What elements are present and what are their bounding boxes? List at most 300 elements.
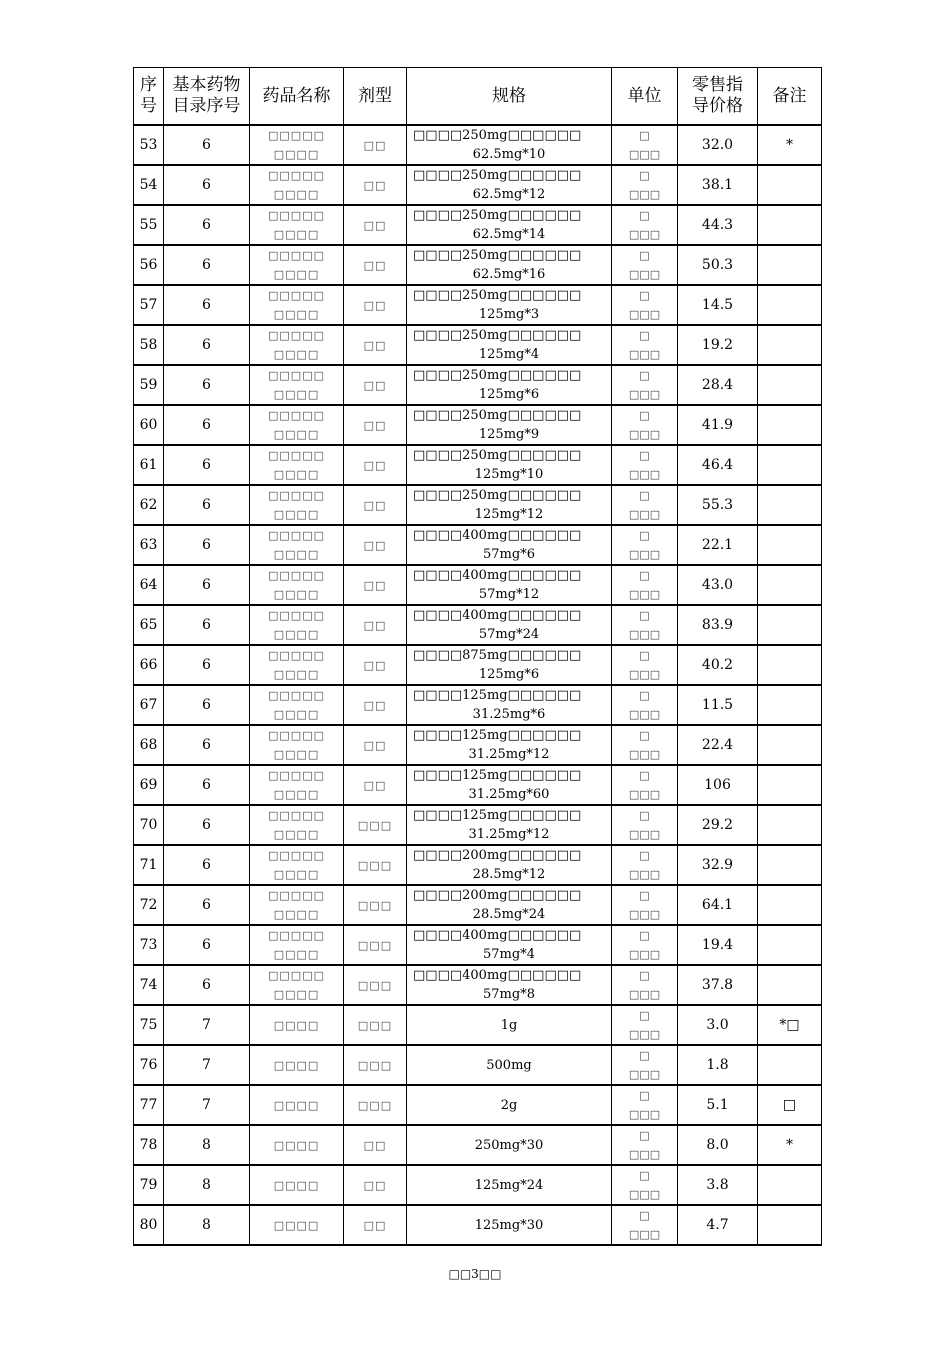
drug-name-line1: □□□□	[273, 1058, 320, 1072]
table-row	[134, 325, 822, 365]
drug-name-line1: □□□□□	[268, 449, 325, 462]
cell-dosage-form: □□	[344, 125, 407, 165]
cell-retail-price: 8.0	[678, 1125, 758, 1165]
cell-note	[758, 565, 822, 605]
spec-line2: 57mg*4	[483, 947, 535, 962]
cell-retail-price: 40.2	[678, 645, 758, 685]
cell-catalog-seq: 7	[164, 1045, 250, 1085]
cell-unit	[612, 685, 678, 725]
cell-note	[758, 165, 822, 205]
cell-dosage-form: □□	[344, 605, 407, 645]
cell-unit	[612, 205, 678, 245]
cell-note	[758, 365, 822, 405]
spec-line2: 62.5mg*14	[472, 227, 546, 242]
spec-line1: □□□□125mg□□□□□□	[413, 768, 582, 783]
cell-drug-name	[250, 325, 344, 365]
unit-line2: □□□	[628, 508, 661, 521]
drug-name-line2: □□□□	[273, 468, 320, 481]
cell-retail-price: 3.0	[678, 1005, 758, 1045]
cell-note	[758, 205, 822, 245]
table-row	[134, 365, 822, 405]
drug-name-line1: □□□□	[273, 1018, 320, 1032]
cell-seq: 53	[134, 125, 164, 165]
cell-drug-name	[250, 205, 344, 245]
cell-unit	[612, 525, 678, 565]
drug-name-line2: □□□□	[273, 148, 320, 161]
spec-line1: □□□□250mg□□□□□□	[413, 408, 582, 423]
cell-catalog-seq: 6	[164, 205, 250, 245]
cell-retail-price: 83.9	[678, 605, 758, 645]
cell-retail-price: 19.4	[678, 925, 758, 965]
unit-line1: □	[639, 689, 650, 702]
cell-seq: 71	[134, 845, 164, 885]
cell-drug-name	[250, 165, 344, 205]
cell-spec	[407, 525, 612, 565]
unit-line2: □□□	[628, 708, 661, 721]
table-row	[134, 445, 822, 485]
header-dosage-form	[344, 68, 407, 126]
spec-line1: □□□□250mg□□□□□□	[413, 168, 582, 183]
cell-note: *	[758, 125, 822, 165]
spec-line1: □□□□250mg□□□□□□	[413, 208, 582, 223]
spec-line2: 125mg*6	[478, 667, 540, 682]
spec-line2: 31.25mg*12	[468, 747, 550, 762]
cell-catalog-seq: 6	[164, 685, 250, 725]
cell-seq: 68	[134, 725, 164, 765]
spec-line1: □□□□250mg□□□□□□	[413, 488, 582, 503]
cell-dosage-form: □□	[344, 1205, 407, 1245]
spec-value: 250mg*30	[474, 1137, 544, 1153]
unit-line1: □	[639, 1129, 650, 1142]
drug-name-line1: □□□□□	[268, 569, 325, 582]
cell-retail-price: 44.3	[678, 205, 758, 245]
cell-retail-price: 32.0	[678, 125, 758, 165]
unit-line2: □□□	[628, 1028, 661, 1041]
cell-note	[758, 1045, 822, 1085]
cell-spec	[407, 285, 612, 325]
cell-unit	[612, 445, 678, 485]
cell-note	[758, 685, 822, 725]
unit-line1: □	[639, 169, 650, 182]
drug-name-line2: □□□□	[273, 748, 320, 761]
unit-line2: □□□	[628, 1188, 661, 1201]
cell-drug-name	[250, 645, 344, 685]
cell-seq: 77	[134, 1085, 164, 1125]
cell-catalog-seq: 7	[164, 1085, 250, 1125]
cell-retail-price: 32.9	[678, 845, 758, 885]
cell-note	[758, 485, 822, 525]
drug-name-line2: □□□□	[273, 348, 320, 361]
cell-catalog-seq: 6	[164, 725, 250, 765]
cell-seq: 64	[134, 565, 164, 605]
cell-retail-price: 46.4	[678, 445, 758, 485]
cell-seq: 60	[134, 405, 164, 445]
cell-spec	[407, 1045, 612, 1085]
cell-seq: 74	[134, 965, 164, 1005]
spec-line2: 57mg*12	[478, 587, 540, 602]
drug-name-line1: □□□□	[273, 1098, 320, 1112]
cell-seq: 67	[134, 685, 164, 725]
cell-dosage-form: □□	[344, 645, 407, 685]
cell-drug-name	[250, 965, 344, 1005]
cell-spec	[407, 965, 612, 1005]
spec-line2: 31.25mg*60	[468, 787, 550, 802]
cell-catalog-seq: 6	[164, 525, 250, 565]
cell-spec	[407, 245, 612, 285]
header-price-line2: 导价格	[692, 96, 743, 116]
unit-line1: □	[639, 969, 650, 982]
unit-line2: □□□	[628, 228, 661, 241]
cell-dosage-form: □□	[344, 445, 407, 485]
table-row	[134, 1005, 822, 1045]
header-price-line1: 零售指	[692, 75, 743, 95]
unit-line1: □	[639, 329, 650, 342]
cell-drug-name	[250, 525, 344, 565]
header-drug-name	[250, 68, 344, 126]
table-row	[134, 605, 822, 645]
drug-name-line2: □□□□	[273, 628, 320, 641]
cell-seq: 63	[134, 525, 164, 565]
table-row	[134, 125, 822, 165]
drug-name-line1: □□□□□	[268, 209, 325, 222]
cell-retail-price: 43.0	[678, 565, 758, 605]
unit-line2: □□□	[628, 988, 661, 1001]
cell-dosage-form: □□	[344, 685, 407, 725]
cell-catalog-seq: 6	[164, 605, 250, 645]
cell-drug-name	[250, 605, 344, 645]
spec-line1: □□□□400mg□□□□□□	[413, 968, 582, 983]
cell-retail-price: 22.1	[678, 525, 758, 565]
cell-unit	[612, 365, 678, 405]
cell-unit	[612, 565, 678, 605]
cell-spec	[407, 325, 612, 365]
cell-drug-name	[250, 1005, 344, 1045]
cell-seq: 58	[134, 325, 164, 365]
spec-line2: 62.5mg*12	[472, 187, 546, 202]
cell-spec	[407, 1085, 612, 1125]
spec-line1: □□□□200mg□□□□□□	[413, 848, 582, 863]
header-drug-name-text: 药品名称	[262, 85, 331, 106]
cell-spec	[407, 685, 612, 725]
cell-drug-name	[250, 125, 344, 165]
table-row	[134, 285, 822, 325]
header-seq-line2: 号	[140, 96, 157, 116]
drug-name-line1: □□□□□	[268, 969, 325, 982]
cell-note	[758, 885, 822, 925]
header-catalog-line1: 基本药物	[172, 75, 241, 95]
drug-name-line1: □□□□	[273, 1218, 320, 1232]
drug-name-line1: □□□□□	[268, 129, 325, 142]
spec-line1: □□□□125mg□□□□□□	[413, 808, 582, 823]
cell-seq: 66	[134, 645, 164, 685]
cell-dosage-form: □□	[344, 405, 407, 445]
cell-seq: 62	[134, 485, 164, 525]
table-row	[134, 1165, 822, 1205]
cell-dosage-form: □□□	[344, 1085, 407, 1125]
drug-name-line1: □□□□□	[268, 849, 325, 862]
cell-catalog-seq: 7	[164, 1005, 250, 1045]
spec-line2: 125mg*3	[478, 307, 540, 322]
cell-spec	[407, 485, 612, 525]
spec-line2: 31.25mg*12	[468, 827, 550, 842]
cell-seq: 69	[134, 765, 164, 805]
cell-note	[758, 285, 822, 325]
cell-drug-name	[250, 445, 344, 485]
cell-catalog-seq: 6	[164, 885, 250, 925]
cell-note	[758, 645, 822, 685]
unit-line1: □	[639, 1049, 650, 1062]
cell-catalog-seq: 8	[164, 1125, 250, 1165]
table-row	[134, 405, 822, 445]
table-row	[134, 685, 822, 725]
cell-catalog-seq: 6	[164, 645, 250, 685]
cell-seq: 57	[134, 285, 164, 325]
unit-line2: □□□	[628, 468, 661, 481]
cell-unit	[612, 885, 678, 925]
table-row	[134, 1085, 822, 1125]
cell-spec	[407, 845, 612, 885]
drug-name-line2: □□□□	[273, 428, 320, 441]
table-row	[134, 165, 822, 205]
table-row	[134, 645, 822, 685]
cell-unit	[612, 765, 678, 805]
cell-retail-price: 14.5	[678, 285, 758, 325]
spec-line1: □□□□875mg□□□□□□	[413, 648, 582, 663]
unit-line2: □□□	[628, 788, 661, 801]
cell-unit	[612, 1005, 678, 1045]
cell-unit	[612, 645, 678, 685]
cell-note	[758, 925, 822, 965]
spec-line2: 28.5mg*12	[472, 867, 546, 882]
cell-retail-price: 106	[678, 765, 758, 805]
table-row	[134, 565, 822, 605]
cell-unit	[612, 605, 678, 645]
spec-line2: 28.5mg*24	[472, 907, 546, 922]
table-row	[134, 1125, 822, 1165]
cell-spec	[407, 1205, 612, 1245]
cell-spec	[407, 565, 612, 605]
cell-catalog-seq: 6	[164, 445, 250, 485]
spec-line1: □□□□400mg□□□□□□	[413, 608, 582, 623]
cell-drug-name	[250, 1165, 344, 1205]
unit-line2: □□□	[628, 268, 661, 281]
drug-name-line2: □□□□	[273, 988, 320, 1001]
cell-drug-name	[250, 365, 344, 405]
cell-dosage-form: □□□	[344, 885, 407, 925]
drug-name-line1: □□□□□	[268, 529, 325, 542]
cell-seq: 59	[134, 365, 164, 405]
unit-line1: □	[639, 289, 650, 302]
cell-retail-price: 11.5	[678, 685, 758, 725]
drug-name-line2: □□□□	[273, 268, 320, 281]
table-row	[134, 245, 822, 285]
header-spec-text: 规格	[492, 85, 526, 106]
unit-line1: □	[639, 369, 650, 382]
cell-note: □	[758, 1085, 822, 1125]
cell-retail-price: 50.3	[678, 245, 758, 285]
spec-line1: □□□□400mg□□□□□□	[413, 528, 582, 543]
cell-spec	[407, 1165, 612, 1205]
spec-line1: □□□□125mg□□□□□□	[413, 728, 582, 743]
drug-name-line2: □□□□	[273, 908, 320, 921]
spec-line1: □□□□250mg□□□□□□	[413, 128, 582, 143]
drug-name-line2: □□□□	[273, 508, 320, 521]
unit-line2: □□□	[628, 828, 661, 841]
unit-line2: □□□	[628, 348, 661, 361]
drug-name-line2: □□□□	[273, 548, 320, 561]
spec-line1: □□□□250mg□□□□□□	[413, 328, 582, 343]
cell-retail-price: 1.8	[678, 1045, 758, 1085]
cell-note	[758, 805, 822, 845]
cell-seq: 70	[134, 805, 164, 845]
header-seq	[134, 68, 164, 126]
unit-line1: □	[639, 849, 650, 862]
header-unit	[612, 68, 678, 126]
drug-name-line1: □□□□□	[268, 609, 325, 622]
unit-line1: □	[639, 209, 650, 222]
cell-drug-name	[250, 1125, 344, 1165]
cell-unit	[612, 925, 678, 965]
cell-seq: 75	[134, 1005, 164, 1045]
drug-name-line2: □□□□	[273, 228, 320, 241]
cell-catalog-seq: 6	[164, 565, 250, 605]
drug-name-line2: □□□□	[273, 948, 320, 961]
cell-unit	[612, 405, 678, 445]
cell-drug-name	[250, 805, 344, 845]
cell-dosage-form: □□□	[344, 925, 407, 965]
table-row	[134, 1205, 822, 1245]
spec-line2: 125mg*6	[478, 387, 540, 402]
header-note-text: 备注	[772, 85, 807, 106]
cell-retail-price: 19.2	[678, 325, 758, 365]
spec-line2: 62.5mg*16	[472, 267, 546, 282]
unit-line1: □	[639, 1009, 650, 1022]
cell-note	[758, 965, 822, 1005]
drug-name-line1: □□□□	[273, 1138, 320, 1152]
cell-spec	[407, 365, 612, 405]
cell-seq: 55	[134, 205, 164, 245]
cell-catalog-seq: 6	[164, 365, 250, 405]
cell-dosage-form: □□	[344, 1165, 407, 1205]
cell-retail-price: 29.2	[678, 805, 758, 845]
cell-drug-name	[250, 1045, 344, 1085]
unit-line2: □□□	[628, 588, 661, 601]
cell-catalog-seq: 6	[164, 845, 250, 885]
spec-line1: □□□□250mg□□□□□□	[413, 248, 582, 263]
cell-retail-price: 5.1	[678, 1085, 758, 1125]
table-row	[134, 525, 822, 565]
cell-note	[758, 605, 822, 645]
cell-catalog-seq: 6	[164, 925, 250, 965]
cell-dosage-form: □□□	[344, 1045, 407, 1085]
header-catalog-seq	[164, 68, 250, 126]
drug-name-line1: □□□□	[273, 1178, 320, 1192]
cell-unit	[612, 725, 678, 765]
cell-retail-price: 37.8	[678, 965, 758, 1005]
cell-note	[758, 1205, 822, 1245]
cell-note: *□	[758, 1005, 822, 1045]
table-row	[134, 925, 822, 965]
cell-dosage-form: □□	[344, 325, 407, 365]
cell-catalog-seq: 6	[164, 125, 250, 165]
spec-line1: □□□□250mg□□□□□□	[413, 448, 582, 463]
cell-note	[758, 325, 822, 365]
drug-name-line1: □□□□□	[268, 409, 325, 422]
cell-note	[758, 725, 822, 765]
cell-unit	[612, 285, 678, 325]
cell-spec	[407, 445, 612, 485]
table-row	[134, 845, 822, 885]
cell-retail-price: 38.1	[678, 165, 758, 205]
cell-note	[758, 245, 822, 285]
cell-unit	[612, 1085, 678, 1125]
drug-name-line1: □□□□□	[268, 169, 325, 182]
cell-seq: 76	[134, 1045, 164, 1085]
spec-line1: □□□□200mg□□□□□□	[413, 888, 582, 903]
unit-line2: □□□	[628, 1148, 661, 1161]
unit-line2: □□□	[628, 1108, 661, 1121]
unit-line2: □□□	[628, 948, 661, 961]
cell-drug-name	[250, 285, 344, 325]
unit-line1: □	[639, 489, 650, 502]
cell-dosage-form: □□	[344, 245, 407, 285]
cell-spec	[407, 125, 612, 165]
cell-unit	[612, 965, 678, 1005]
cell-dosage-form: □□	[344, 525, 407, 565]
cell-note	[758, 405, 822, 445]
cell-unit	[612, 1165, 678, 1205]
spec-value: 1g	[500, 1017, 518, 1033]
cell-catalog-seq: 6	[164, 485, 250, 525]
drug-name-line1: □□□□□	[268, 929, 325, 942]
cell-catalog-seq: 6	[164, 965, 250, 1005]
header-note	[758, 68, 822, 126]
drug-name-line1: □□□□□	[268, 889, 325, 902]
drug-name-line1: □□□□□	[268, 249, 325, 262]
table-row	[134, 485, 822, 525]
spec-line2: 57mg*8	[483, 987, 535, 1002]
cell-unit	[612, 805, 678, 845]
unit-line1: □	[639, 1169, 650, 1182]
cell-dosage-form: □□	[344, 205, 407, 245]
cell-spec	[407, 885, 612, 925]
drug-name-line1: □□□□□	[268, 289, 325, 302]
cell-unit	[612, 845, 678, 885]
cell-drug-name	[250, 925, 344, 965]
drug-name-line2: □□□□	[273, 388, 320, 401]
unit-line1: □	[639, 449, 650, 462]
header-row	[134, 68, 822, 126]
cell-note	[758, 445, 822, 485]
table-row	[134, 965, 822, 1005]
cell-dosage-form: □□□	[344, 965, 407, 1005]
unit-line1: □	[639, 1209, 650, 1222]
cell-note	[758, 1165, 822, 1205]
cell-catalog-seq: 8	[164, 1205, 250, 1245]
spec-line2: 57mg*24	[478, 627, 540, 642]
header-spec	[407, 68, 612, 126]
cell-retail-price: 3.8	[678, 1165, 758, 1205]
spec-value: 125mg*30	[474, 1217, 544, 1233]
drug-name-line2: □□□□	[273, 708, 320, 721]
drug-name-line2: □□□□	[273, 668, 320, 681]
cell-spec	[407, 1005, 612, 1045]
cell-spec	[407, 805, 612, 845]
table-row	[134, 725, 822, 765]
cell-dosage-form: □□	[344, 165, 407, 205]
cell-seq: 56	[134, 245, 164, 285]
cell-drug-name	[250, 485, 344, 525]
